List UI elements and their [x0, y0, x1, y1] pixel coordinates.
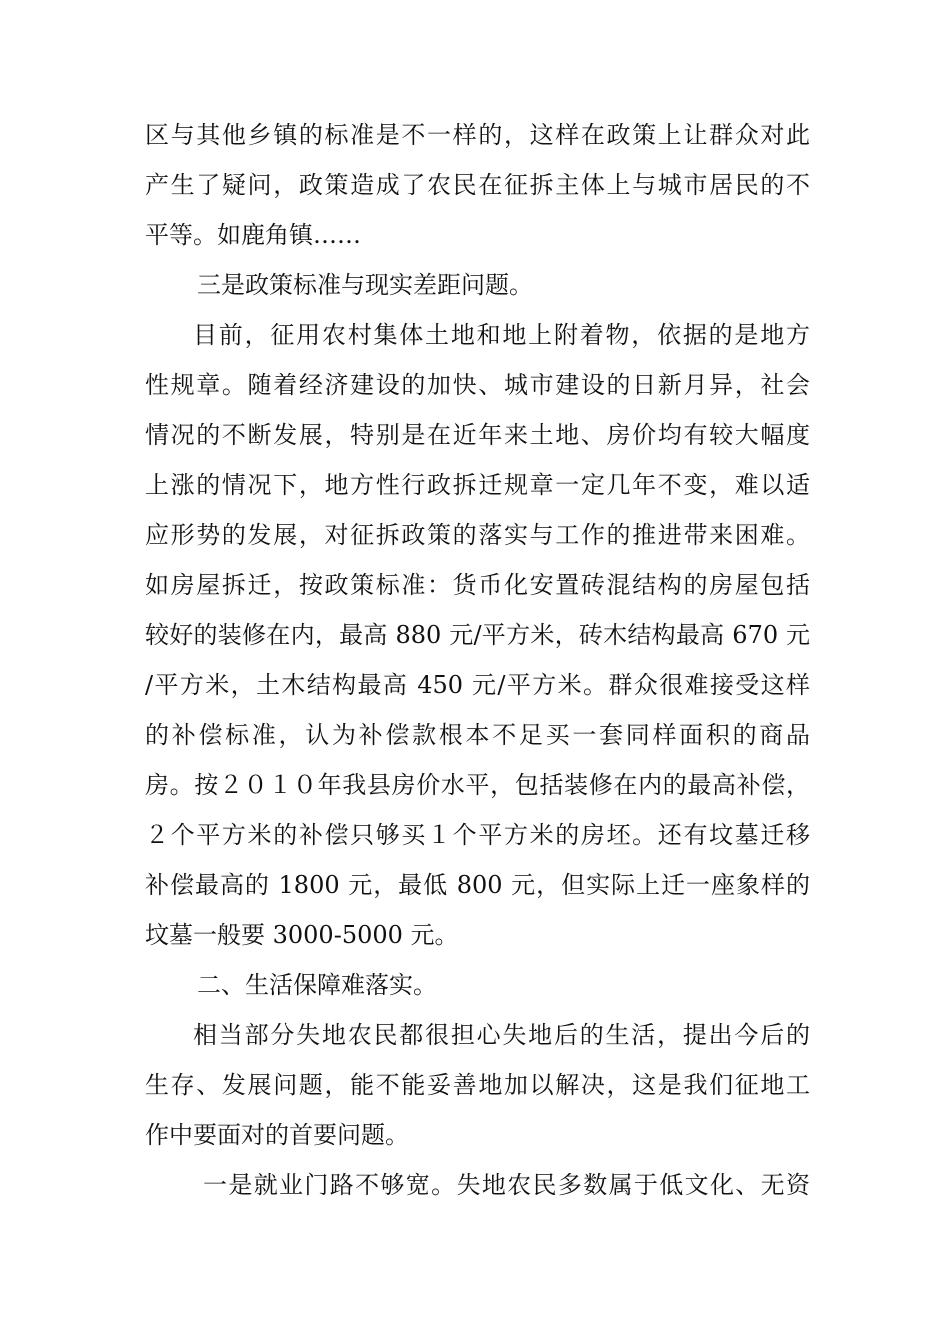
text-line: 上涨的情况下，地方性行政拆迁规章一定几年不变，难以适	[145, 471, 810, 499]
text-line: 补偿最高的 1800 元，最低 800 元，但实际上迁一座象样的	[145, 871, 810, 899]
text-line: 生存、发展问题，能不能妥善地加以解决，这是我们征地工	[145, 1071, 810, 1099]
text-line: 如房屋拆迁，按政策标准：货币化安置砖混结构的房屋包括	[145, 571, 810, 599]
text-line: 的补偿标准，认为补偿款根本不足买一套同样面积的商品	[145, 721, 810, 749]
text-line: 平等。如鹿角镇……	[145, 221, 361, 249]
text-line: 一是就业门路不够宽。失地农民多数属于低文化、无资	[203, 1171, 810, 1199]
text-line: /平方米，土木结构最高 450 元/平方米。群众很难接受这样	[145, 671, 810, 699]
text-line: 作中要面对的首要问题。	[145, 1121, 409, 1149]
text-line: 区与其他乡镇的标准是不一样的，这样在政策上让群众对此	[145, 121, 810, 149]
text-line: 性规章。随着经济建设的加快、城市建设的日新月异，社会	[145, 371, 810, 399]
text-line: 较好的装修在内，最高 880 元/平方米，砖木结构最高 670 元	[145, 621, 810, 649]
text-line: 目前，征用农村集体土地和地上附着物，依据的是地方	[193, 321, 810, 349]
text-line: 三是政策标准与现实差距问题。	[197, 271, 533, 299]
text-line: 二、生活保障难落实。	[197, 971, 437, 999]
text-line: 产生了疑问，政策造成了农民在征拆主体上与城市居民的不	[145, 171, 810, 199]
text-line: 应形势的发展，对征拆政策的落实与工作的推进带来困难。	[145, 521, 810, 549]
text-line: 情况的不断发展，特别是在近年来土地、房价均有较大幅度	[145, 421, 810, 449]
text-line: 房。按２０１０年我县房价水平，包括装修在内的最高补偿，	[145, 771, 810, 799]
text-line: ２个平方米的补偿只够买１个平方米的房坯。还有坟墓迁移	[145, 821, 810, 849]
text-line: 坟墓一般要 3000-5000 元。	[145, 921, 459, 949]
document-body	[145, 110, 810, 1210]
text-line: 相当部分失地农民都很担心失地后的生活，提出今后的	[193, 1021, 810, 1049]
